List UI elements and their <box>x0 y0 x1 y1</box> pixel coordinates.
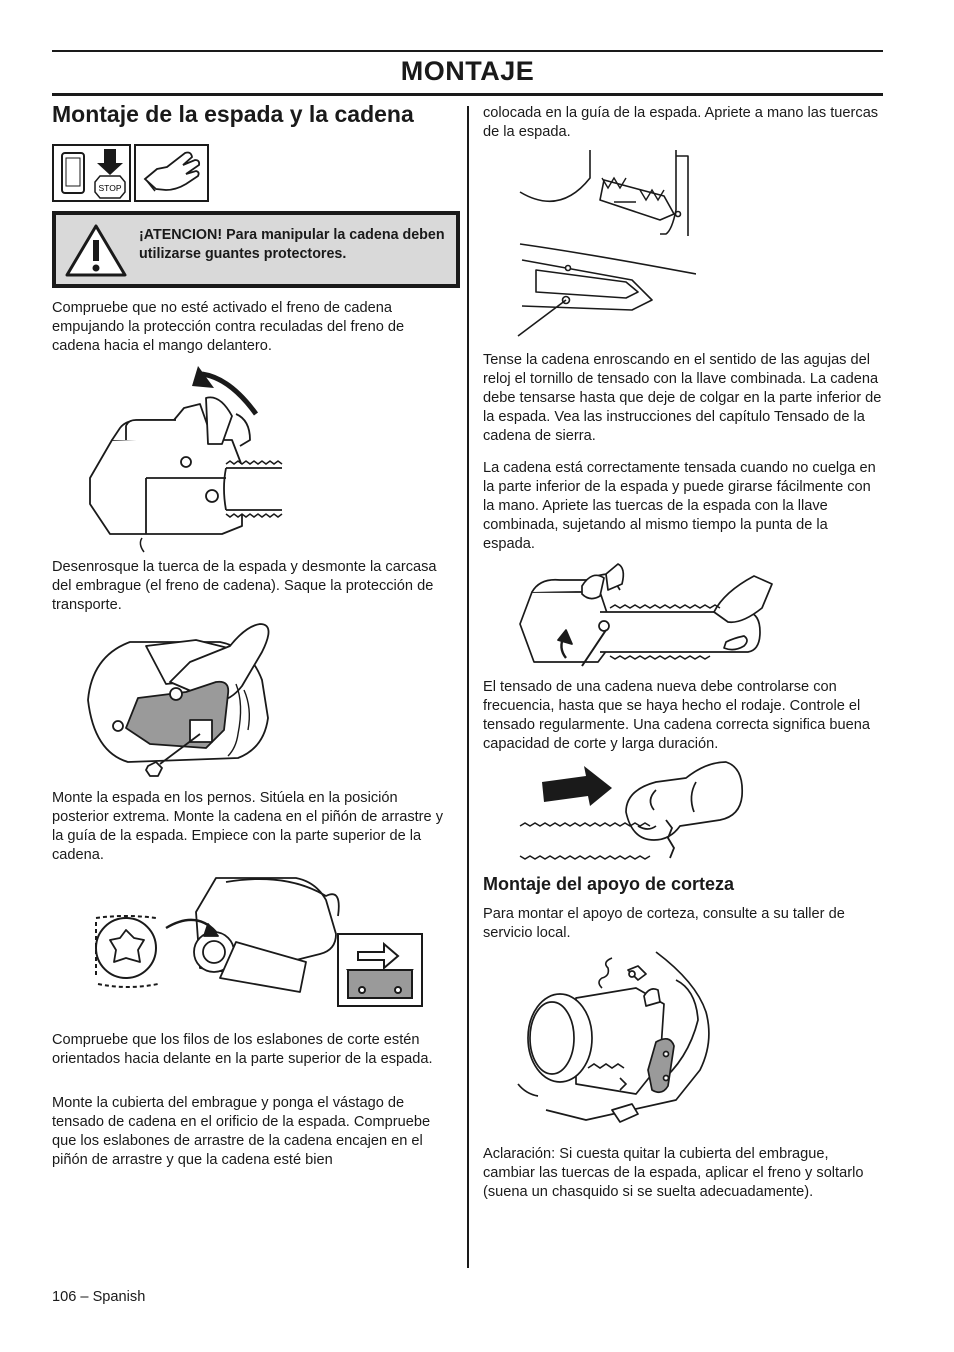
stop-sign-label: STOP <box>98 183 122 193</box>
bark-support-illustration <box>516 950 726 1145</box>
page-number: 106 – Spanish <box>52 1289 146 1305</box>
left-paragraph-3: Monte la espada en los pernos. Sitúela en la posición posterior extrema. Monte la cadena en el piñón de arrastre y la guía de la espada. Empiece con la parte superior de la cadena. <box>52 790 444 863</box>
left-paragraph-5: Monte la cubierta del embrague y ponga el vástago de tensado de cadena en el orificio de la espada. Compruebe que los eslabones de arrastre de la cadena encajen en el piñón de arrastre y que la cadena esté bien <box>52 1095 431 1168</box>
right-paragraph-4: El tensado de una cadena nueva debe controlarse con frecuencia, hasta que se haya hecho el rodaje. Controle el tensado regularmente. Una cadena correcta significa buena capacidad de corte y larga duración. <box>483 679 870 752</box>
left-paragraph-1: Compruebe que no esté activado el freno de cadena empujando la protección contra reculadas del freno de cadena hacia el mango delantero. <box>52 300 405 354</box>
section-title-bark-support: Montaje del apoyo de corteza <box>483 874 735 894</box>
safety-icons <box>52 144 212 204</box>
header-top-rule <box>52 50 883 52</box>
chain-tensioning-illustration <box>518 558 773 673</box>
chain-brake-illustration <box>86 360 286 555</box>
column-divider <box>467 106 469 1268</box>
right-paragraph-5: Para montar el apoyo de corteza, consulte a su taller de servicio local. <box>483 906 845 941</box>
left-paragraph-4: Compruebe que los filos de los eslabones de corte estén orientados hacia delante en la parte superior de la espada. <box>52 1032 433 1067</box>
clutch-cover-illustration <box>86 620 286 780</box>
header-bottom-rule <box>52 93 883 96</box>
page-header-title: MONTAJE <box>400 56 535 86</box>
warning-text: ¡ATENCION! Para manipular la cadena deben utilizarse guantes protectores. <box>139 227 445 262</box>
left-paragraph-2: Desenrosque la tuerca de la espada y desmonte la carcasa del embrague (el freno de cadena). Saque la protección de transporte. <box>52 559 437 613</box>
right-paragraph-2: Tense la cadena enroscando en el sentido de las agujas del reloj el tornillo de tensado con la llave combinada. La cadena debe tensarse hasta que deje de colgar en la parte inferior de la espada. Vea las instrucciones del capítulo Tensado de la cadena de sierra. <box>483 352 882 444</box>
bar-nuts-illustration <box>516 150 696 345</box>
section-title-bar-chain: Montaje de la espada y la cadena <box>52 101 414 127</box>
warning-box <box>52 211 460 288</box>
chain-mounting-illustration <box>86 872 426 1007</box>
warning-triangle-icon <box>64 222 128 283</box>
right-paragraph-6: Aclaración: Si cuesta quitar la cubierta del embrague, cambiar las tuercas de la espada, aplicar el freno y soltarlo (suena un chasquido si se suelta adecuadamente). <box>483 1146 864 1200</box>
chain-hand-check-illustration <box>516 760 746 866</box>
right-paragraph-3: La cadena está correctamente tensada cuando no cuelga en la parte inferior de la espada y puede girarse fácilmente con la mano. Apriete las tuercas de la espada con la llave combinada, sujetando al mismo tiempo la punta de la espada. <box>483 460 876 552</box>
right-paragraph-1: colocada en la guía de la espada. Apriete a mano las tuercas de la espada. <box>483 105 879 140</box>
